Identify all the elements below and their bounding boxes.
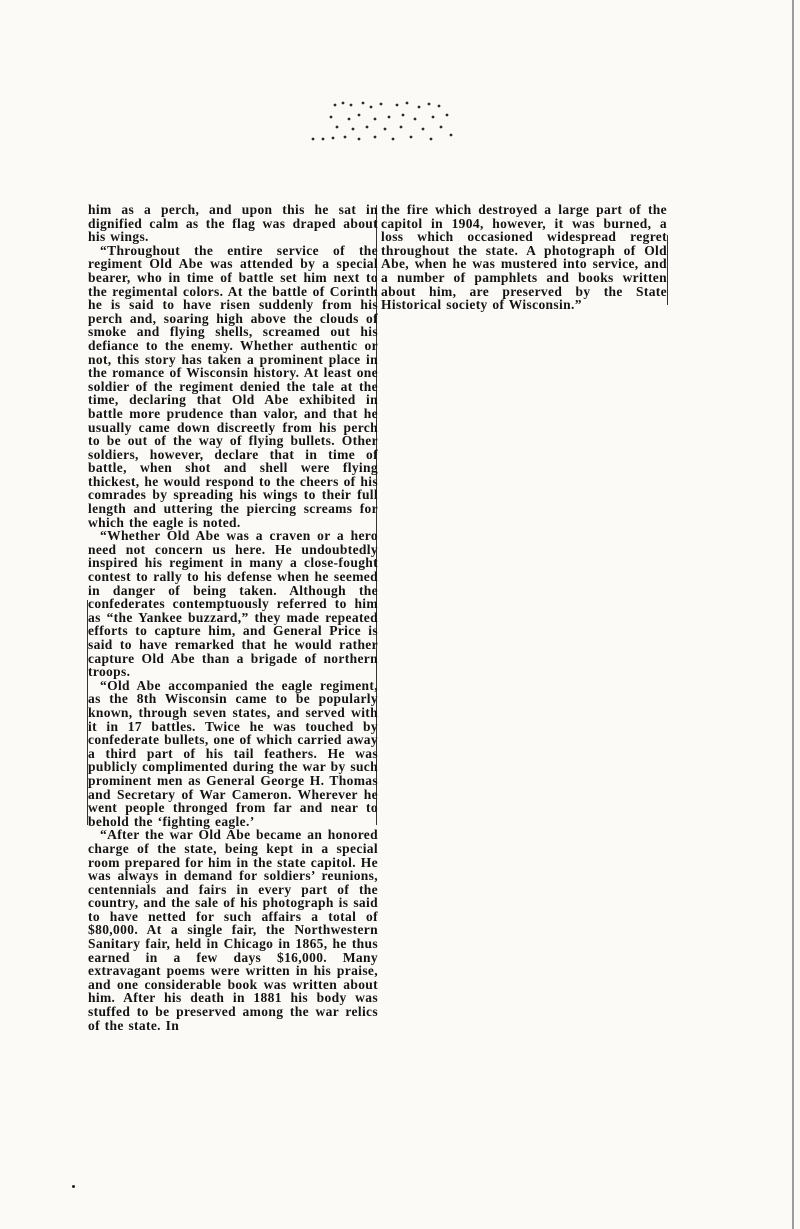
paragraph: “After the war Old Abe became an honored charge of the state, being kept in a special room prepared for him in the state capitol. He was always in demand for soldiers’ reunions, centennials and fairs in every part of the country, and the sale of his photograph is said to have netted for such affairs a total of $80,000. At a single fair, the Northwestern Sanitary fair, held in Chicago in 1865, he thus earned in a few days $16,000. Many extravagant poems were written in his praise, and one considerable book was written about him. After his death in 1881 his body was stuffed to be preserved among the war relics of the state. In — [88, 827, 378, 1033]
right-margin-rule — [667, 235, 668, 305]
paragraph: “Throughout the entire service of the regiment Old Abe was attended by a special bearer, who in time of battle set him next to the regimental colors. At the battle of Corinth he is said to have risen suddenly from his perch and, soaring high above the clouds of smoke and flying shells, screamed out his defiance to the enemy. Whether authentic or not, this story has taken a prominent place in the romance of Wisconsin history. At least one soldier of the regiment denied the tale at the time, declaring that Old Abe exhibited in battle more prudence than valor, and that he usually came down discreetly from his perch to be out of the way of flying bullets. Other soldiers, however, declare that in time of battle, when shot and shell were flying thickest, he would respond to the cheers of his comrades by spreading his wings to their full length and uttering the piercing screams for which the eagle is noted. — [88, 242, 378, 530]
left-column — [88, 203, 378, 1032]
paragraph: “Old Abe accompanied the eagle regiment, as the 8th Wisconsin came to be popularly known, through seven states, and served with it in 17 battles. Twice he was touched by confederate bullets, one of which carried away a third part of his tail feathers. He was publicly complimented during the war by such prominent men as General George H. Thomas and Secretary of War Cameron. Wherever he went people thronged from far and near to behold the ‘fighting eagle.’ — [88, 677, 378, 829]
right-column — [381, 203, 667, 312]
perforation-stamp — [305, 95, 465, 145]
page-edge — [792, 0, 794, 1229]
paragraph: him as a perch, and upon this he sat in dignified calm as the flag was draped about his wings. — [88, 202, 378, 245]
paragraph: “Whether Old Abe was a craven or a hero need not concern us here. He undoubtedly inspired his regiment in many a close-fought contest to rally to his defense when he seemed in danger of being taken. Although the confederates contemptuously referred to him as “the Yankee buzzard,” they made repeated efforts to capture him, and General Price is said to have remarked that he would rather capture Old Abe than a brigade of northern troops. — [88, 528, 378, 680]
paragraph: the fire which destroyed a large part of the capitol in 1904, however, it was burned, a loss which occasioned widespread regret throughout the state. A photograph of Old Abe, when he was mustered into service, and a number of pamphlets and books written about him, are preserved by the State Historical society of Wisconsin.” — [381, 202, 667, 313]
margin-dot — [72, 1185, 75, 1188]
